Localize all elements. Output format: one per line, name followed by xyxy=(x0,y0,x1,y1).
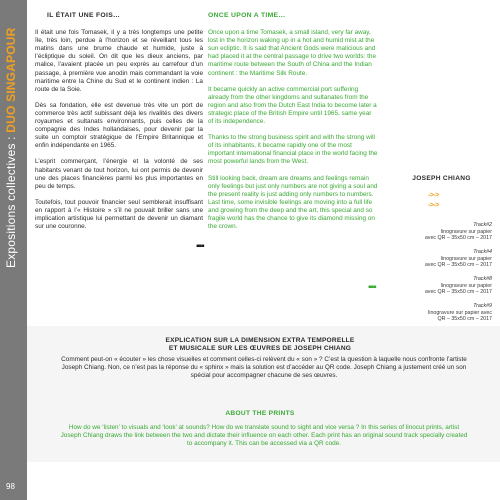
track-details: avec QR – 35x50 cm – 2017 xyxy=(424,289,492,295)
english-paragraph: Once upon a time Tomasek, a small island, very far away, lost in the horizon waking up in a hot and humid mist at the sun ecliptic. It is said that Ancient Gods were malicious and had placed it at the central passage to drive two worlds: the maritime route between the South of China and the Indian continent : the Maritime Silk Route. xyxy=(208,29,377,77)
french-paragraph: Toutefois, tout pouvoir financier seul semblerait insuffisant en rapport à l’« Histoire » s’il ne pouvait briller sans une implication artistique lui permettant de devenir un diamant sur une couronne. xyxy=(35,198,203,231)
track-details: avec QR – 35x50 cm – 2017 xyxy=(424,235,492,241)
english-paragraph: It became quickly an active commercial port suffering already from the other kingdoms and sultanates from the region and also from the Dutch East India to become later a strategic place of the British Empire until 1965, same year of its independence. xyxy=(208,85,377,126)
track-details: avec QR – 35x50 cm – 2017 xyxy=(424,262,492,268)
arrow-icon: ->-> xyxy=(428,202,439,209)
sidebar-title-accent: DUO SINGAPOUR xyxy=(4,27,18,133)
explanation-heading-line: ET MUSICALE SUR LES ŒUVRES DE JOSEPH CHIANG xyxy=(168,345,352,352)
french-paragraph: Il était une fois Tomasek, il y a très longtemps une petite île, très loin, perdue à l’horizon et se réveillant tous les matins dans une brume chaude et humide, juste à l’écliptique du soleil. On dit que les dieux anciens, par malice, l’avaient placée un peu exprès au carrefour d’un passage, à première vue anodin mais commandant la voie maritime entre la Chine du Sud et le continent indien : La route de la Soie. xyxy=(35,29,203,93)
artist-name: JOSEPH CHIANG xyxy=(412,175,471,182)
english-column xyxy=(208,12,378,239)
french-paragraph: L’esprit commerçant, l’énergie et la volonté de ses habitants venant de tout horizon, lui ont permis de devenir une des places financières parmi les plus importantes en peu de temps. xyxy=(35,158,203,190)
track-medium: linogravure sur papier xyxy=(440,228,492,235)
page-number: 98 xyxy=(6,482,15,491)
track-name: Track#2 xyxy=(473,222,492,228)
arrow-icon: ->-> xyxy=(428,192,439,199)
explanation-french-text: Comment peut-on « écouter » les chose visuelles et comment celles-ci relèvent du « son » ? C’est la question à laquelle nous confronte l’artiste Joseph Chiang. Non, ce n’est pas la réponse du « sphinx » mais la solution est d’accéder au QR code. Joseph Chiang a justement créé un son spécial pour accompagner chacune de ses œuvres. xyxy=(61,356,467,379)
english-heading: ONCE UPON A TIME… xyxy=(208,12,286,19)
english-paragraph: Thanks to the strong business spirit and with the strong will of its inhabitants, it became rapidly one of the most important international financial place in the world facing the most powerful lands from the West. xyxy=(208,134,378,166)
track-name: Track#4 xyxy=(473,249,492,255)
french-paragraph: Dès sa fondation, elle est devenue très vite un port de commerce très actif subissant déjà les rivalités des divers royaumes et sultanats environnants, puis celles de la compagnie des Indes hollandaises, pour devenir par la suite un comptoir stratégique de l’Empire Britannique et enfin indépendante en 1965. xyxy=(35,101,203,150)
explanation-heading-line: EXPLICATION SUR LA DIMENSION EXTRA TEMPORELLE xyxy=(165,337,355,344)
english-paragraph: Still looking back, dream are dreams and feelings remain only feelings but just only numbers are not giving a soul and the present reality is just adding only numbers to numbers. Last time, some invisible feelings are moving into a full life and growing from the deep and the art, this special and so fragile world has the chance to give its diamond missing on the crown. xyxy=(208,174,378,231)
sidebar-title-prefix: Expositions collectives : xyxy=(4,132,18,268)
track-details: QR – 35x50 cm – 2017 xyxy=(437,316,492,322)
track-medium: linogravure sur papier xyxy=(440,255,492,262)
sidebar-title xyxy=(4,27,18,268)
track-medium: linogravure sur papier avec xyxy=(428,309,492,316)
ellipsis-marker-green: ▪▪▪ xyxy=(368,282,376,293)
track-name: Track#8 xyxy=(473,276,492,282)
french-column xyxy=(35,12,203,239)
track-caption xyxy=(392,276,492,296)
about-prints-heading: ABOUT THE PRINTS xyxy=(225,410,295,417)
track-caption xyxy=(392,222,492,242)
sidebar xyxy=(0,0,27,500)
track-medium: linogravure sur papier xyxy=(440,282,492,289)
track-name: Track#9 xyxy=(473,303,492,309)
ellipsis-marker-black: ▪▪▪ xyxy=(196,241,204,252)
track-caption xyxy=(392,249,492,269)
track-caption xyxy=(392,303,492,323)
explanation-heading xyxy=(110,337,410,353)
french-heading: IL ÉTAIT UNE FOIS… xyxy=(47,12,121,19)
explanation-english-text: How do we ‘listen’ to visuals and ‘look’ at sounds? How do we translate sound to sight and vice versa ? In this series of linocut prints, artist Joseph Chiang draws the link between the two and dictate their influence on each other. Each print has an original sound track specially created to accompany it. This can be accessed via a QR code. xyxy=(60,424,468,447)
